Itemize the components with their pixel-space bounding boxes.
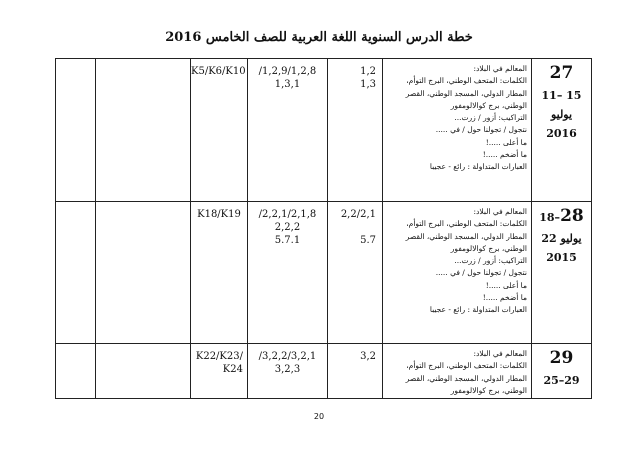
standard-cell	[248, 202, 328, 344]
standard-line: /2,2,1/2,1,8	[258, 209, 317, 220]
content-line: الكلمات: المتحف الوطني، البرج التوأم،	[406, 361, 527, 371]
content-line: المعالم في البلاد:	[473, 207, 527, 216]
skills-code-cell	[191, 202, 248, 344]
content-line: الوطني، برج كوالالومفور	[450, 100, 527, 110]
week-date-range	[532, 232, 591, 245]
content-line: ما أعلى .....!	[485, 137, 527, 147]
unit-line: 3,2	[360, 351, 376, 362]
unit-line: 1,3	[360, 79, 376, 90]
content-line: المطار الدولي، المسجد الوطني، القصر	[405, 373, 527, 383]
content-line: المطار الدولي، المسجد الوطني، القصر	[405, 88, 527, 98]
empty-cell	[56, 202, 96, 344]
skills-code: K24	[222, 364, 243, 375]
week-year: 2015	[546, 251, 577, 264]
empty-cell	[56, 59, 96, 202]
empty-cell	[96, 59, 191, 202]
week-month: يوليو	[560, 232, 582, 245]
standard-line: 2,2,2	[274, 222, 301, 233]
unit-line: 1,2	[360, 66, 376, 77]
content-line: نتجول / تجولنا حول / في .....	[435, 268, 527, 278]
week-range-end: 22	[541, 232, 557, 245]
content-line: الوطني، برج كوالالومفور	[450, 243, 527, 253]
page-number: 20	[313, 412, 325, 421]
lesson-content-cell	[383, 59, 532, 202]
week-cell	[532, 344, 592, 399]
content-line: ما أضخم .....!	[482, 293, 527, 303]
content-line: التراكيب: أزور / زرت...	[454, 256, 527, 266]
content-line: ما أضخم .....!	[482, 150, 527, 160]
unit-line: 2,2/2,1	[340, 209, 376, 220]
week-year: 2016	[546, 127, 577, 140]
week-range-start: 18–	[539, 211, 561, 224]
week-heading	[532, 206, 591, 226]
unit-cell	[328, 344, 383, 399]
empty-cell	[96, 344, 191, 399]
skills-code: K5/K6/K10	[191, 66, 246, 77]
skills-code-cell	[191, 344, 248, 399]
standard-line: 5.7.1	[274, 235, 301, 246]
table-row	[56, 202, 592, 344]
skills-code-cell	[191, 59, 248, 202]
standard-line: /1,2,9/1,2,8	[258, 66, 317, 77]
content-line: العبارات المتداولة : رائع - عجيبا	[429, 305, 527, 315]
week-date-range: 11– 15	[541, 89, 582, 102]
week-date-range: 25–29	[543, 374, 580, 387]
table-row	[56, 344, 592, 399]
skills-code: K18/K19	[197, 209, 241, 220]
content-line: المعالم في البلاد:	[473, 64, 527, 73]
unit-cell	[328, 59, 383, 202]
week-number: 29	[549, 348, 574, 368]
content-line: المطار الدولي، المسجد الوطني، القصر	[405, 231, 527, 241]
content-line: ما أعلى .....!	[485, 280, 527, 290]
standard-line: /3,2,2/3,2,1	[258, 351, 317, 362]
empty-cell	[96, 202, 191, 344]
standard-cell	[248, 59, 328, 202]
content-line: العبارات المتداولة : رائع - عجيبا	[429, 162, 527, 172]
empty-cell	[56, 344, 96, 399]
content-line: التراكيب: أزور / زرت...	[454, 113, 527, 123]
lesson-content-cell	[383, 202, 532, 344]
table-row	[56, 59, 592, 202]
week-cell	[532, 202, 592, 344]
lesson-plan-table	[55, 58, 592, 399]
document-title: خطة الدرس السنوية اللغة العربية للصف الخامس 2016	[165, 30, 473, 45]
week-number: 27	[549, 63, 574, 83]
standard-line: 3,2,3	[274, 364, 301, 375]
content-line: الوطني، برج كوالالومفور	[450, 385, 527, 395]
standard-cell	[248, 344, 328, 399]
week-month: يوليو	[550, 108, 573, 121]
standard-line: 1,3,1	[274, 79, 301, 90]
content-line: الكلمات: المتحف الوطني، البرج التوأم،	[406, 76, 527, 86]
unit-cell	[328, 202, 383, 344]
skills-code: K22/K23/	[195, 351, 243, 362]
content-line: المعالم في البلاد:	[473, 349, 527, 358]
content-line: نتجول / تجولنا حول / في .....	[435, 125, 527, 135]
content-line: الكلمات: المتحف الوطني، البرج التوأم،	[406, 219, 527, 229]
week-cell	[532, 59, 592, 202]
unit-line: 5.7	[360, 235, 376, 246]
lesson-content-cell	[383, 344, 532, 399]
week-number: 28	[560, 206, 584, 226]
